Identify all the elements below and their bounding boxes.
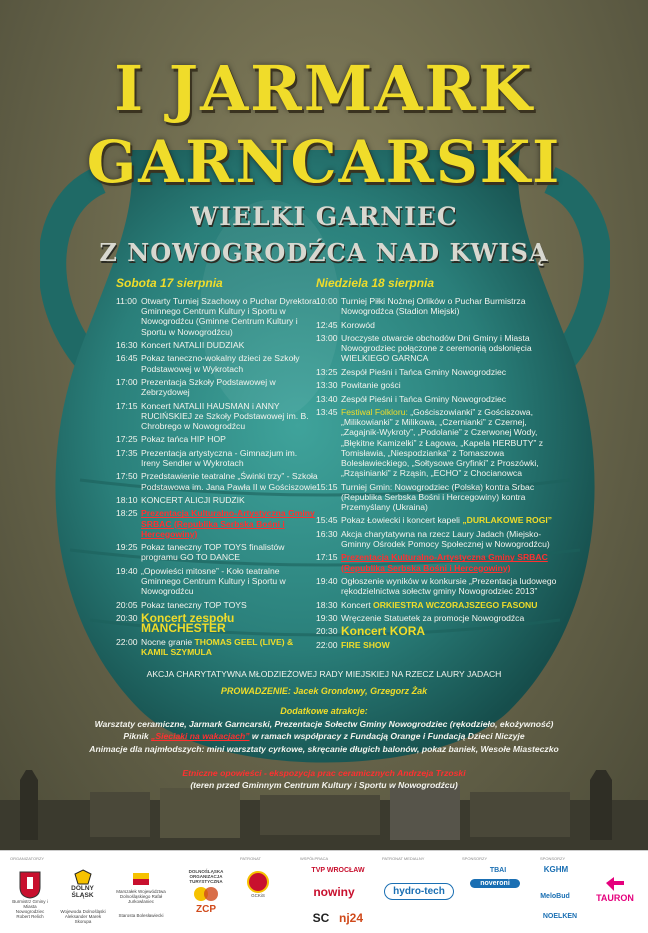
schedule-event xyxy=(316,624,566,639)
sunday-schedule xyxy=(316,296,566,653)
event-time: 18:30 xyxy=(316,599,338,610)
host-line: PROWADZENIE: Jacek Grondowy, Grzegorz Żak xyxy=(220,686,428,696)
event-description: Zespół Pieśni i Tańca Gminy Nowogrodziec xyxy=(341,366,507,377)
schedule-event xyxy=(316,552,566,572)
schedule-event xyxy=(316,482,566,513)
sponsor-text: nowiny xyxy=(313,885,355,899)
event-text: Koncert xyxy=(341,599,374,610)
sponsor-logo-dolny-slask[interactable] xyxy=(60,869,105,899)
schedule-event xyxy=(316,296,566,316)
schedule-event xyxy=(116,495,318,505)
sponsor-caption: SPONSORZY xyxy=(540,856,566,861)
flag-icon xyxy=(131,871,151,889)
sponsor-text: GCKiS xyxy=(251,893,265,898)
event-description xyxy=(341,640,566,650)
event-description: Prezentacja Kulturalno-Artystyczna Gminy SRBAC (Republika Serbska Bośni i Hercegowiny) xyxy=(341,552,548,573)
schedule-event xyxy=(316,613,566,623)
coat-of-arms-icon xyxy=(19,871,41,899)
event-description: Powitanie gości xyxy=(341,380,401,391)
event-description: Koncert NATALII DUDZIAK xyxy=(141,340,245,350)
sponsor-text: KGHM xyxy=(543,865,569,874)
schedule-event xyxy=(316,600,566,610)
event-time: 16:30 xyxy=(316,528,338,539)
schedule-event xyxy=(316,333,566,364)
event-description: Koncert NATALII HAUSMAN i ANNY RUCIŃSKIEJ ze Szkoły Podstawowej im. B. Chrobrego w Nowogrodźcu xyxy=(141,400,309,431)
sponsor-text: SC xyxy=(312,911,330,925)
event-highlight: KORA xyxy=(389,624,426,639)
event-highlight: THOMAS GEEL (LIVE) & KAMIL SZYMULA xyxy=(141,636,294,657)
sponsor-text: DOLNOŚLĄSKA ORGANIZACJA TURYSTYCZNA xyxy=(188,869,224,884)
sponsor-logo-kghm[interactable] xyxy=(536,865,576,874)
sponsor-text: NOELKEN xyxy=(542,913,578,920)
event-description xyxy=(341,624,566,639)
subtitle-line-1: WIELKI GARNIEC xyxy=(190,202,458,231)
sponsor-logo-dot[interactable] xyxy=(176,869,236,915)
event-time: 16:30 xyxy=(116,340,138,350)
schedule-event xyxy=(316,367,566,377)
event-text: Koncert zespołu xyxy=(141,610,235,625)
sponsor-logo-marszalek[interactable] xyxy=(116,871,166,904)
extras-line-2-highlight: „Sieciaki na wakacjach” xyxy=(151,731,250,742)
sponsor-logo-nj24[interactable] xyxy=(336,911,366,925)
exhibit-line-1: Etniczne opowieści - ekspozycja prac ceramicznych Andrzeja Trzoski xyxy=(182,768,466,778)
sponsor-text: DOLNY ŚLĄSK xyxy=(71,885,94,899)
schedule-event xyxy=(116,542,318,562)
sponsor-text: nj24 xyxy=(338,911,363,925)
title-line-2: GARNCARSKI xyxy=(86,128,562,196)
event-text: Pokaz Łowiecki i koncert kapeli xyxy=(341,515,463,526)
event-time: 13:00 xyxy=(316,332,338,343)
event-highlight: FIRE SHOW xyxy=(341,639,390,650)
event-description: KONCERT ALICJI RUDZIK xyxy=(141,494,245,505)
saturday-heading: Sobota 17 sierpnia xyxy=(116,276,223,290)
event-description: Turniej Gmin: Nowogrodziec (Polska) kontra Srbac (Republika Serbska Bośni i Hercegowiny) kontra Przemyślany (Ukraina) xyxy=(341,481,535,512)
sponsor-logo-nowiny[interactable] xyxy=(310,885,358,899)
event-description xyxy=(341,407,566,478)
event-time: 19:25 xyxy=(116,542,138,553)
event-description: Pokaz taneczny TOP TOYS xyxy=(141,599,247,610)
schedule-event xyxy=(116,600,318,610)
event-description xyxy=(141,637,318,657)
sponsor-logo-noveroni[interactable] xyxy=(470,879,520,888)
tauron-icon xyxy=(604,875,626,893)
sponsors-bar xyxy=(0,850,648,933)
event-description: Prezentacja Kulturalno-Artystyczna Gminy SRBAC (Republika Serbska Bośni i Hercegowiny) xyxy=(141,508,315,539)
event-description: Prezentacja artystyczna - Gimnazjum im. Ireny Sendler w Wykrotach xyxy=(141,447,298,468)
sponsor-text: TBAI xyxy=(489,867,507,874)
sponsor-text: ZCP xyxy=(196,904,216,915)
schedule-event xyxy=(316,515,566,525)
sponsor-text: hydro-tech xyxy=(384,883,454,900)
event-description: Turniej Piłki Nożnej Orlików o Puchar Burmistrza Nowogrodźca (Stadion Miejski) xyxy=(341,296,526,317)
sponsor-logo-melobud[interactable] xyxy=(530,893,580,900)
charity-line: AKCJA CHARYTATYWNA MŁODZIEŻOWEJ RADY MIEJSKIEJ NA RZECZ LAURY JADACH xyxy=(146,669,502,679)
schedule-event xyxy=(116,610,318,636)
event-time: 19:30 xyxy=(316,612,338,623)
sponsor-caption: PATRONAT MEDIALNY xyxy=(382,856,425,861)
event-time: 12:45 xyxy=(316,319,338,330)
schedule-event xyxy=(116,637,318,657)
sponsor-caption: SPONSORZY xyxy=(462,856,488,861)
event-highlight: „DURLAKOWE ROGI” xyxy=(462,515,553,526)
schedule-event xyxy=(116,377,318,397)
sponsor-caption: ORGANIZATORZY xyxy=(10,856,45,861)
sponsor-logo-noelken[interactable] xyxy=(530,913,590,920)
schedule-event xyxy=(316,576,566,596)
event-description: Otwarty Turniej Szachowy o Puchar Dyrektora Gminnego Centrum Kultury i Sportu w Nowogrodźcu (Gminne Centrum Kultury i Sportu w Nowogrodźcu) xyxy=(141,296,317,337)
saturday-schedule xyxy=(116,296,318,660)
event-description: Akcja charytatywna na rzecz Laury Jadach (Miejsko-Gminny Ośrodek Pomocy Społecznej w Nowogrodźcu) xyxy=(341,528,550,549)
event-time: 17:50 xyxy=(116,471,138,482)
event-description: Pokaz taneczno-wokalny dzieci ze Szkoły Podstawowej w Wykrotach xyxy=(141,353,300,374)
schedule-event xyxy=(316,394,566,404)
event-description: Przedstawienie teatralne „Świnki trzy” - Szkoła Podstawowa im. Jana Pawła II w Gościszowie xyxy=(141,471,318,492)
event-text: Koncert xyxy=(341,624,390,639)
schedule-event xyxy=(116,434,318,444)
shield-icon xyxy=(247,871,269,893)
subtitle-line-2: Z NOWOGRODŹCA NAD KWISĄ xyxy=(99,238,549,267)
event-time: 18:10 xyxy=(116,494,138,505)
schedule-event xyxy=(116,296,318,337)
event-time: 20:30 xyxy=(116,612,138,623)
event-description: Ogłoszenie wyników w konkursie „Prezentacja ludowego rękodzielnictwa sołectw gminy Nowogrodziec 2013” xyxy=(341,575,557,597)
event-description: Wręczenie Statuetek za promocje Nowogrodźca xyxy=(341,612,525,623)
event-time: 16:45 xyxy=(116,353,138,364)
sponsor-text: Burmistrz Gminy i Miasta Nowogrodziec Robert Relich xyxy=(12,899,48,919)
sponsor-text: noveroni xyxy=(470,879,520,888)
exhibit-line-2: (teren przed Gminnym Centrum Kultury i Sportu w Nowogrodźcu) xyxy=(190,780,458,790)
extras-line-2-pre: Piknik xyxy=(123,731,152,742)
event-time: 22:00 xyxy=(116,636,138,647)
schedule-event xyxy=(316,529,566,549)
extras-block xyxy=(0,718,648,755)
event-time: 17:25 xyxy=(116,434,138,445)
event-time: 11:00 xyxy=(116,296,137,306)
event-time: 13:25 xyxy=(316,366,338,377)
circles-icon xyxy=(193,884,219,904)
sponsor-text: TVP WROCŁAW xyxy=(311,867,365,874)
schedule-event xyxy=(316,407,566,478)
event-time: 15:45 xyxy=(316,515,338,526)
extras-line-1: Warsztaty ceramiczne, Jarmark Garncarski, Prezentacje Sołectw Gminy Nowogrodziec (rękodzieło, ekożywność) xyxy=(94,719,554,729)
sponsor-logo-wojewoda[interactable] xyxy=(58,909,108,924)
event-description: Pokaz tańca HIP HOP xyxy=(141,434,226,445)
schedule-event xyxy=(116,471,318,491)
event-time: 13:45 xyxy=(316,406,338,417)
event-description xyxy=(341,515,566,525)
event-highlight: Festiwal Folkloru: xyxy=(341,406,411,417)
sponsor-logo-sc[interactable] xyxy=(310,911,332,925)
schedule-event xyxy=(316,380,566,390)
schedule-event xyxy=(316,640,566,650)
event-description: „Opowieści mitosne” - Koło teatralne Gminnego Centrum Kultury i Sportu w Nowogrodźcu xyxy=(141,565,286,597)
sponsor-text: Starosta Bolesławiecki xyxy=(118,913,164,918)
sponsor-text: TAURON xyxy=(596,893,634,903)
extras-title: Dodatkowe atrakcje: xyxy=(280,706,368,716)
schedule-event xyxy=(116,508,318,539)
event-time: 10:00 xyxy=(316,296,338,306)
event-time: 15:15 xyxy=(316,481,338,492)
event-time: 17:35 xyxy=(116,447,138,458)
event-time: 18:25 xyxy=(116,508,138,519)
event-time: 13:30 xyxy=(316,380,338,391)
sponsor-logo-hydro-tech[interactable] xyxy=(384,883,454,900)
event-time: 20:30 xyxy=(316,626,338,637)
event-time: 17:00 xyxy=(116,376,138,387)
event-time: 22:00 xyxy=(316,639,338,650)
schedule-event xyxy=(116,353,318,373)
sponsor-text: MeloBud xyxy=(540,893,570,900)
event-text: Nocne granie xyxy=(141,636,195,647)
schedule-event xyxy=(116,340,318,350)
sponsor-caption: PATRONAT xyxy=(240,856,261,861)
sponsor-text: Wojewoda Dolnośląski Aleksander Marek Skorupa xyxy=(60,909,106,924)
event-description: Prezentacja Szkoły Podstawowej w Zebrzydowej xyxy=(141,376,276,398)
sponsor-logo-tvp[interactable] xyxy=(308,867,368,874)
event-description: Zespół Pieśni i Tańca Gminy Nowogrodziec xyxy=(341,393,507,404)
event-highlight: ORKIESTRA WCZORAJSZEGO FASONU xyxy=(373,599,538,610)
event-time: 13:40 xyxy=(316,393,338,404)
event-time: 17:15 xyxy=(116,400,138,411)
extras-line-2-post: w ramach współpracy z Fundacją Orange i Fundacją Dzieci Niczyje xyxy=(249,731,525,742)
event-description xyxy=(341,600,566,610)
sponsor-logo-gckis[interactable] xyxy=(244,871,272,898)
sponsor-logo-gmina[interactable] xyxy=(10,871,50,919)
schedule-event xyxy=(116,448,318,468)
event-time: 19:40 xyxy=(116,565,138,576)
sponsor-logo-tbai[interactable] xyxy=(468,867,528,874)
event-description: Uroczyste otwarcie obchodów Dni Gminy i Miasta Nowogrodziec połączone z ceremonią odsłonięcia WIELKIEGO GARNCA xyxy=(341,332,532,364)
sponsor-logo-powiat[interactable] xyxy=(116,913,166,918)
schedule-event xyxy=(116,566,318,597)
title-line-1: I JARMARK xyxy=(114,52,534,125)
event-time: 20:05 xyxy=(116,599,138,610)
sponsor-caption: WSPÓŁPRACA xyxy=(300,856,329,861)
event-highlight: MANCHESTER xyxy=(141,621,226,636)
event-text: „Gościszowianki” z Gościszowa, „Milikowianki” z Milikowa, „Czernianki” z Czernej, „Zagajnik-Wykroty”, „Podolanie” z Czerwonej Wody, „Błękitne Kamizelki” z Łagowa, „Kapela HERBUTY” z Tomisławia, „Niespodzianka” z Tomaszowa Bolesławieckiego, „Sołtysowe Gryfinki” z Proszówki, „Rząsinianki” z Rząsin, „ECHO” z Chocianowca xyxy=(341,406,544,479)
event-description xyxy=(141,610,318,636)
event-time: 19:40 xyxy=(316,575,338,586)
event-time: 17:15 xyxy=(316,552,338,563)
extras-line-3: Animacje dla najmłodszych: mini warsztaty cyrkowe, skręcanie długich balonów, pokaz baniek, Wesołe Miasteczko xyxy=(89,743,559,754)
sponsor-text: Marszałek Województwa Dolnośląskiego Rafał Jurkowlaniec xyxy=(116,889,166,904)
eagle-icon xyxy=(74,869,92,885)
event-description: Korowód xyxy=(341,319,375,330)
schedule-event xyxy=(316,320,566,330)
extras-line-2 xyxy=(0,730,648,742)
event-description: Pokaz taneczny TOP TOYS finalistów programu GO TO DANCE xyxy=(141,542,285,563)
schedule-event xyxy=(116,401,318,432)
sponsor-logo-tauron[interactable] xyxy=(588,875,642,903)
sunday-heading: Niedziela 18 sierpnia xyxy=(316,276,435,290)
